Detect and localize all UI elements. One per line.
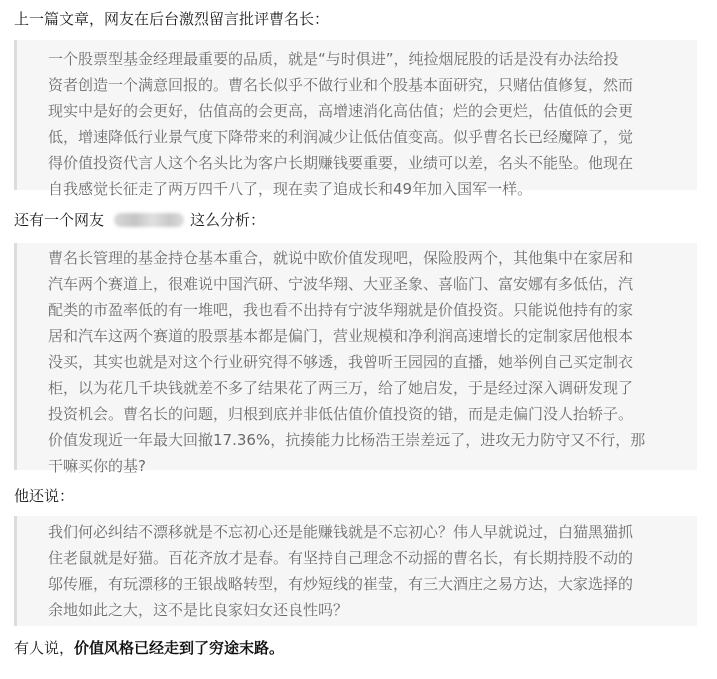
quote-3-line: 住老鼠就是好猫。百花齐放才是春。有坚持自己理念不动摇的曹名长，有长期持股不动的 (48, 549, 634, 567)
quote-3-line: 我们何必纠结不漂移就是不忘初心还是能赚钱就是不忘初心？伟人早就说过，白猫黑猫抓 (48, 523, 634, 541)
quote-1-line: 自我感觉长征走了两万四千八了，现在卖了追成长和49年加入国军一样。 (48, 180, 533, 198)
quote-2-line: 价值发现近一年最大回撤17.36%，抗揍能力比杨浩王崇差远了，进攻无力防守又不行，那 (48, 431, 646, 449)
quote-2-line: 汽车两个赛道上，很难说中国汽研、宁波华翔、大亚圣象、喜临门、富安娜有多低估，汽 (48, 275, 634, 293)
quote-2-line: 曹名长管理的基金持仓基本重合，就说中欧价值发现吧，保险股两个，其他集中在家居和 (48, 249, 634, 267)
intro-2-after: 这么分析： (190, 211, 266, 229)
quote-2-line: 干嘛买你的基? (48, 457, 146, 475)
blockquote-1 (14, 40, 697, 198)
quote-1-line: 资者创造一个满意回报的。曹名长似乎不做行业和个股基本面研究，只赌估值修复，然而 (48, 76, 634, 94)
quote-3-line: 邬传雁，有玩漂移的王银战略转型，有炒短线的崔莹，有三大酒庄之易方达，大家选择的 (48, 575, 634, 593)
intro-2-before: 还有一个网友 (14, 211, 105, 229)
closing-paragraph (14, 637, 284, 659)
quote-2-line: 居和汽车这两个赛道的股票基本都是偏门，营业规模和净利润高速增长的定制家居他根本 (48, 327, 634, 345)
intro-paragraph-1: 上一篇文章，网友在后台激烈留言批评曹名长： (14, 10, 330, 28)
intro-paragraph-3: 他还说： (14, 487, 75, 505)
quote-2-line: 投资机会。曹名长的问题，归根到底并非低估值价值投资的错，而是走偏门没人抬轿子。 (48, 405, 634, 423)
blockquote-3 (14, 516, 697, 626)
blockquote-2 (14, 243, 697, 475)
intro-paragraph-2 (14, 209, 265, 231)
quote-1-line: 低，增速降低行业景气度下降带来的利润减少让低估值变高。似乎曹名长已经魔障了，觉 (48, 128, 634, 146)
quote-2-line: 配类的市盈率低的有一堆吧，我也看不出持有宁波华翔就是价值投资。只能说他持有的家 (48, 301, 634, 319)
quote-3-line: 余地如此之大，这不是比良家妇女还良性吗？ (48, 601, 349, 619)
quote-2-line: 柜，以为花几千块钱就差不多了结果花了两三万，给了她启发，于是经过深入调研发现了 (48, 379, 634, 397)
quote-1-line: 一个股票型基金经理最重要的品质，就是“与时俱进”，纯捡烟屁股的话是没有办法给投 (48, 50, 619, 68)
closing-bold-statement: 价值风格已经走到了穷途末路。 (74, 639, 285, 657)
closing-prefix: 有人说， (14, 639, 75, 657)
blurred-username (114, 213, 184, 227)
quote-2-line: 没买，其实也就是对这个行业研究得不够透，我曾听王园园的直播，她举例自己买定制衣 (48, 353, 634, 371)
quote-1-line: 得价值投资代言人这个名头比为客户长期赚钱要重要，业绩可以差，名头不能坠。他现在 (48, 154, 634, 172)
quote-1-line: 现实中是好的会更好，估值高的会更高，高增速消化高估值；烂的会更烂，估值低的会更 (48, 102, 634, 120)
